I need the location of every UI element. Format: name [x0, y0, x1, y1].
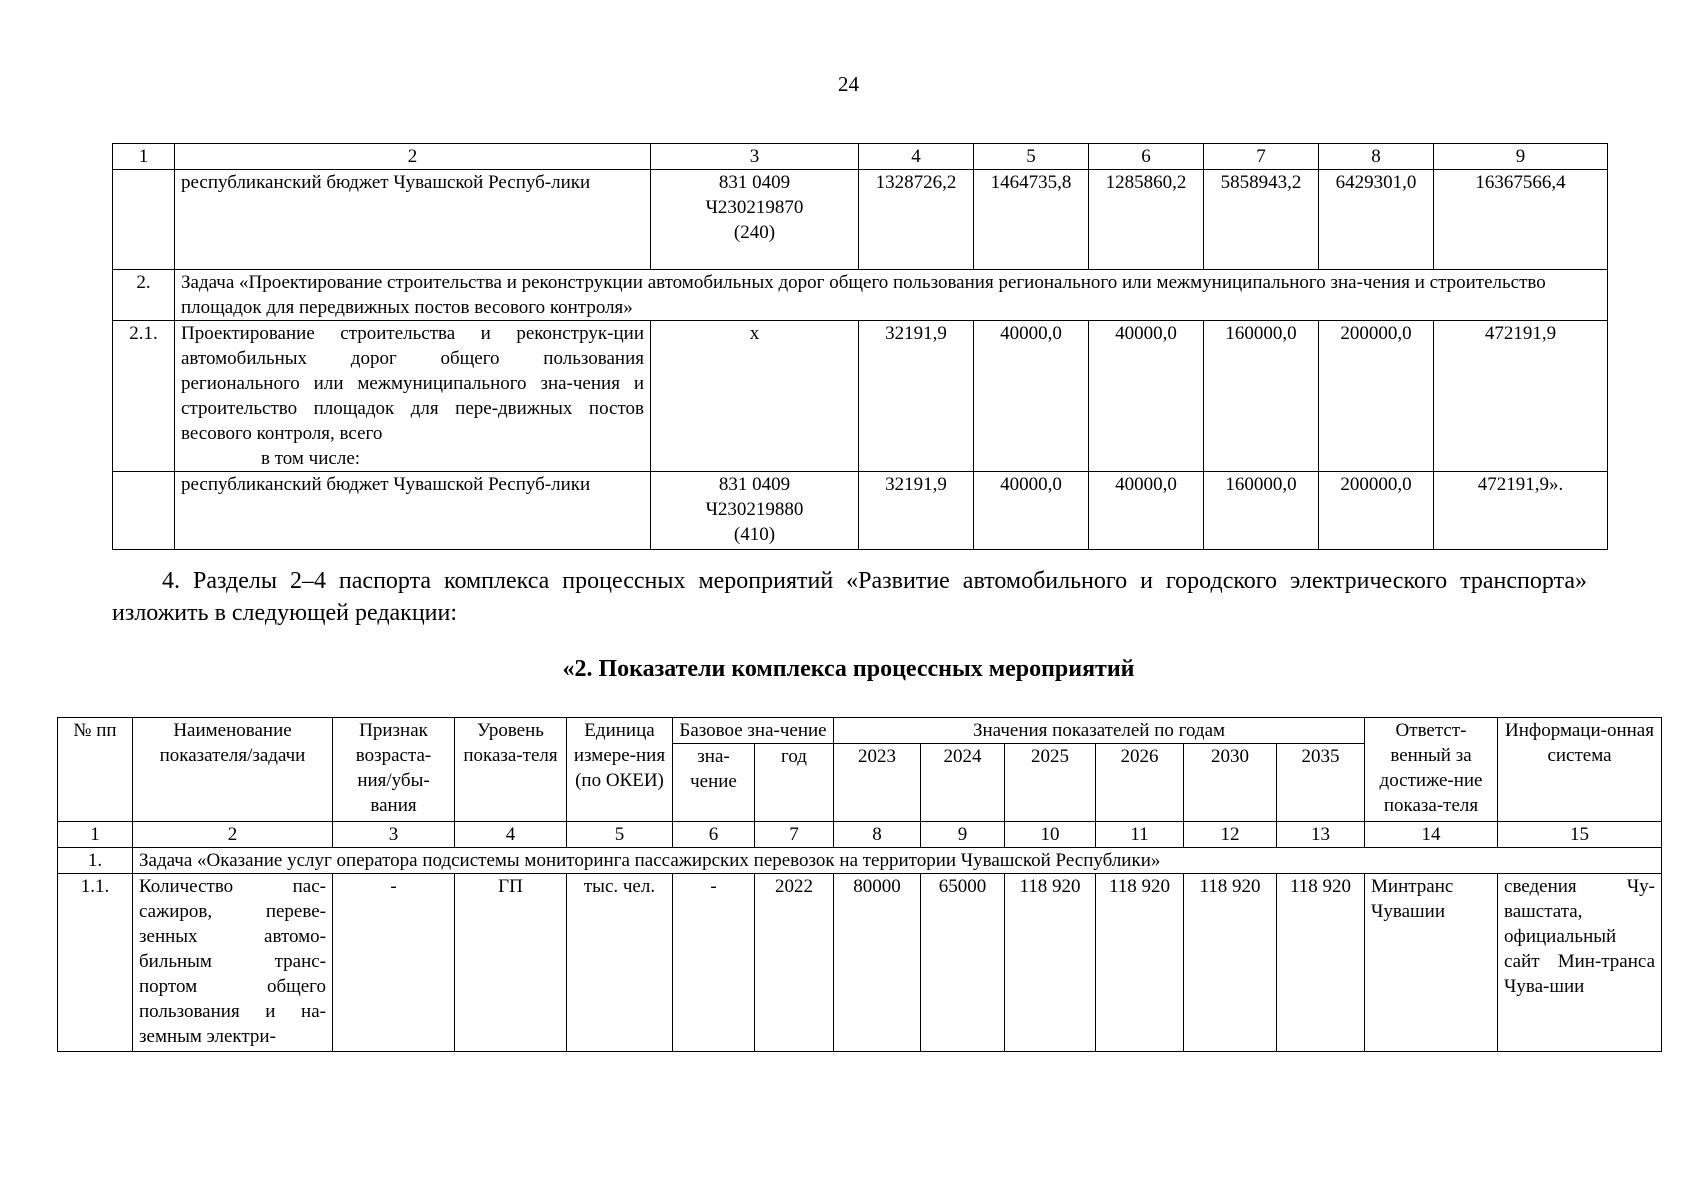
year-value: 118 920	[1184, 874, 1277, 1052]
year-value: 118 920	[1277, 874, 1365, 1052]
responsible: Минтранс Чувашии	[1365, 874, 1498, 1052]
task-row	[113, 270, 1608, 321]
col-number: 1	[58, 822, 133, 848]
value-cell: 160000,0	[1204, 472, 1319, 550]
value-cell: 40000,0	[974, 472, 1089, 550]
indicators-table	[57, 717, 1662, 1052]
header-unit: Единица измере-ния (по ОКЕИ)	[567, 718, 673, 822]
col-number: 2	[133, 822, 333, 848]
table-row	[113, 321, 1608, 472]
budget-code-line: Ч230219880	[705, 499, 804, 520]
header-year: 2024	[921, 744, 1005, 822]
row-name-text: Проектирование строительства и реконструк-ции автомобильных дорог общего пользования регионального или межмуниципального зна-чения и строительство площадок для пере-движных постов весового контроля, всего	[181, 323, 644, 444]
header-year: 2025	[1005, 744, 1096, 822]
row-name: республиканский бюджет Чувашской Респуб-лики	[175, 170, 651, 270]
budget-code-line: 831 0409	[718, 172, 791, 193]
row-name	[175, 321, 651, 472]
col-number: 11	[1096, 822, 1184, 848]
header-sign: Признак возраста-ния/убы-вания	[333, 718, 455, 822]
value-cell: 40000,0	[974, 321, 1089, 472]
value-cell: 6429301,0	[1319, 170, 1434, 270]
budget-code	[651, 472, 859, 550]
budget-code: х	[651, 321, 859, 472]
value-cell: 160000,0	[1204, 321, 1319, 472]
col-number: 3	[651, 144, 859, 170]
page-number: 24	[838, 72, 859, 96]
funding-table-header-row	[113, 144, 1608, 170]
col-number: 10	[1005, 822, 1096, 848]
header-year: 2023	[834, 744, 921, 822]
task-text: Задача «Проектирование строительства и реконструкции автомобильных дорог общего пользования регионального или межмуниципального зна-чения и строительство площадок для передвижных постов весового контроля»	[175, 270, 1608, 321]
col-number: 5	[567, 822, 673, 848]
instruction-paragraph: 4. Разделы 2–4 паспорта комплекса процессных мероприятий «Развитие автомобильного и городского электрического транспорта» изложить в следующей редакции:	[112, 568, 1587, 626]
col-number: 6	[1089, 144, 1204, 170]
col-number: 9	[1434, 144, 1608, 170]
task-text: Задача «Оказание услуг оператора подсистемы мониторинга пассажирских перевозок на территории Чувашской Республики»	[133, 848, 1662, 874]
col-number: 1	[113, 144, 175, 170]
row-number: 1.	[58, 848, 133, 874]
value-cell: 472191,9».	[1434, 472, 1608, 550]
table-row	[113, 472, 1608, 550]
table-row	[58, 874, 1662, 1052]
col-number: 8	[834, 822, 921, 848]
row-number: 1.1.	[58, 874, 133, 1052]
header-base-year: год	[755, 744, 834, 822]
col-number: 9	[921, 822, 1005, 848]
value-cell: 16367566,4	[1434, 170, 1608, 270]
value-cell: 200000,0	[1319, 472, 1434, 550]
base-value: -	[673, 874, 755, 1052]
col-number: 5	[974, 144, 1089, 170]
budget-code-line: (240)	[733, 222, 776, 243]
year-value: 118 920	[1005, 874, 1096, 1052]
value-cell: 5858943,2	[1204, 170, 1319, 270]
row-number: 2.	[113, 270, 175, 321]
year-value: 80000	[834, 874, 921, 1052]
budget-code	[651, 170, 859, 270]
value-cell: 200000,0	[1319, 321, 1434, 472]
indicator-unit: тыс. чел.	[567, 874, 673, 1052]
budget-code-line: Ч230219870	[705, 197, 804, 218]
col-number: 2	[175, 144, 651, 170]
indicators-colnum-row	[58, 822, 1662, 848]
budget-code-line: 831 0409	[718, 474, 791, 495]
header-base-value: зна-чение	[673, 744, 755, 822]
info-system: сведения Чу-вашстата, официальный сайт Мин-транса Чува-шии	[1498, 874, 1662, 1052]
year-value: 118 920	[1096, 874, 1184, 1052]
row-number	[113, 170, 175, 270]
value-cell: 40000,0	[1089, 472, 1204, 550]
header-num: № пп	[58, 718, 133, 822]
row-name: республиканский бюджет Чувашской Респуб-лики	[175, 472, 651, 550]
indicator-name: Количество пас-сажиров, переве-зенных автомо-бильным транс-портом общего пользования и на-земным электри-	[133, 874, 333, 1052]
col-number: 3	[333, 822, 455, 848]
indicator-level: ГП	[455, 874, 567, 1052]
row-number	[113, 472, 175, 550]
header-year: 2035	[1277, 744, 1365, 822]
col-number: 14	[1365, 822, 1498, 848]
indicators-header-row	[58, 718, 1662, 744]
col-number: 15	[1498, 822, 1662, 848]
indicator-sign: -	[333, 874, 455, 1052]
header-info-system: Информаци-онная система	[1498, 718, 1662, 822]
value-cell: 472191,9	[1434, 321, 1608, 472]
header-year: 2026	[1096, 744, 1184, 822]
header-level: Уровень показа-теля	[455, 718, 567, 822]
row-number: 2.1.	[113, 321, 175, 472]
header-name: Наименование показателя/задачи	[133, 718, 333, 822]
value-cell: 1464735,8	[974, 170, 1089, 270]
funding-table	[112, 143, 1608, 550]
col-number: 7	[1204, 144, 1319, 170]
header-base: Базовое зна-чение	[673, 718, 834, 744]
col-number: 13	[1277, 822, 1365, 848]
table-row	[113, 170, 1608, 270]
col-number: 4	[859, 144, 974, 170]
task-row	[58, 848, 1662, 874]
section-title: «2. Показатели комплекса процессных мероприятий	[562, 656, 1135, 682]
col-number: 4	[455, 822, 567, 848]
year-value: 65000	[921, 874, 1005, 1052]
value-cell: 1285860,2	[1089, 170, 1204, 270]
col-number: 8	[1319, 144, 1434, 170]
budget-code-line: (410)	[733, 524, 776, 545]
value-cell: 1328726,2	[859, 170, 974, 270]
header-year: 2030	[1184, 744, 1277, 822]
row-name-sub: в том числе:	[261, 448, 361, 469]
header-years: Значения показателей по годам	[834, 718, 1365, 744]
col-number: 6	[673, 822, 755, 848]
value-cell: 32191,9	[859, 321, 974, 472]
value-cell: 32191,9	[859, 472, 974, 550]
value-cell: 40000,0	[1089, 321, 1204, 472]
col-number: 7	[755, 822, 834, 848]
col-number: 12	[1184, 822, 1277, 848]
base-year: 2022	[755, 874, 834, 1052]
header-responsible: Ответст-венный за достиже-ние показа-теля	[1365, 718, 1498, 822]
